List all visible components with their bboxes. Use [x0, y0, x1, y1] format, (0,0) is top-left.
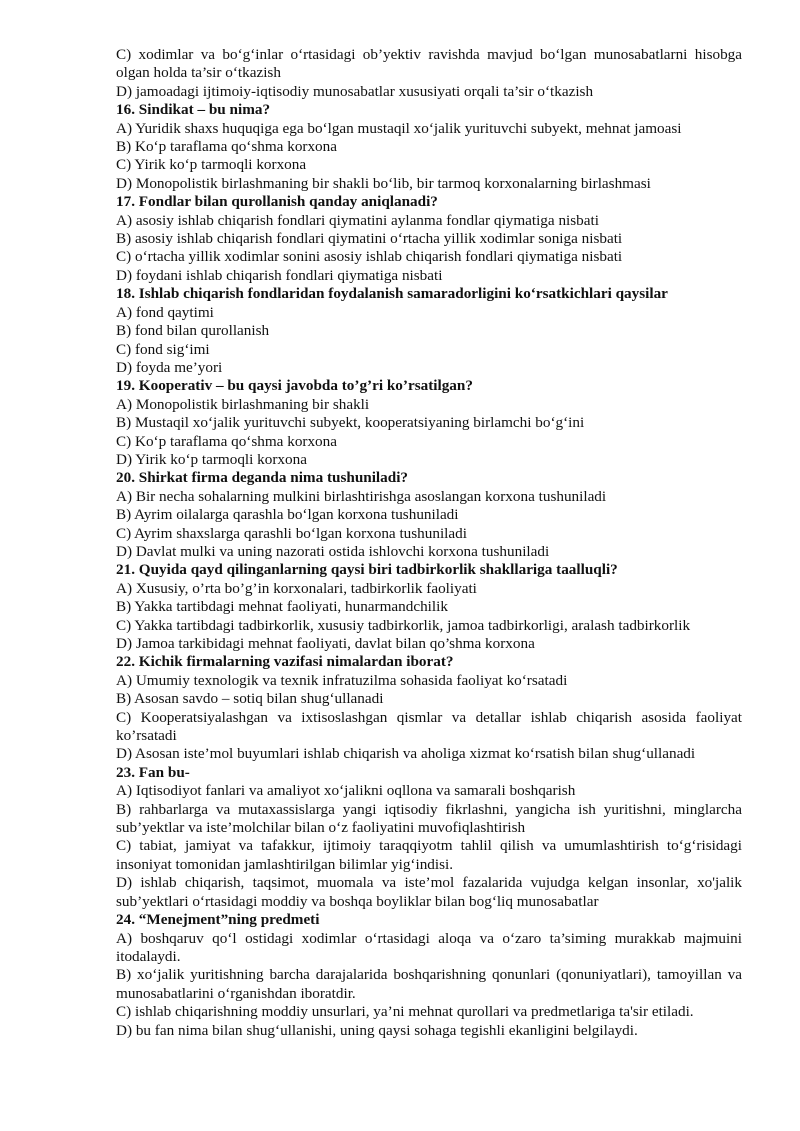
answer-option: B) Ko‘p taraflama qo‘shma korxona	[116, 138, 337, 156]
answer-option: C) Ayrim shaxslarga qarashli bo‘lgan korxona tushuniladi	[116, 524, 467, 542]
question-title: 20. Shirkat firma deganda nima tushuniladi?	[116, 469, 409, 487]
intro-option-c: C) xodimlar va bo‘g‘inlar o‘rtasidagi ob’yektiv ravishda mavjud bo‘lgan munosabatlarni hisobga olgan holda ta’sir o‘tkazish	[116, 46, 742, 82]
answer-option: D) Davlat mulki va uning nazorati ostida ishlovchi korxona tushuniladi	[116, 542, 550, 560]
answer-option: A) fond qaytimi	[116, 303, 214, 321]
answer-option: C) Yirik ko‘p tarmoqli korxona	[116, 156, 307, 174]
answer-option: D) Monopolistik birlashmaning bir shakli bo‘lib, bir tarmoq korxonalarning birlashmasi	[116, 174, 651, 192]
answer-option: A) Yuridik shaxs huquqiga ega bo‘lgan mustaqil xo‘jalik yurituvchi subyekt, mehnat jamoasi	[116, 119, 682, 137]
question-title: 16. Sindikat – bu nima?	[116, 101, 271, 119]
question-20	[116, 469, 742, 561]
answer-option: A) Iqtisodiyot fanlari va amaliyot xo‘jalikni oqllona va samarali boshqarish	[116, 782, 576, 800]
question-title: 21. Quyida qayd qilinganlarning qaysi biri tadbirkorlik shakllariga taalluqli?	[116, 561, 618, 579]
document-page	[116, 46, 742, 1040]
answer-option: D) bu fan nima bilan shug‘ullanishi, uning qaysi sohaga tegishli ekanligini belgilaydi.	[116, 1021, 638, 1039]
question-23	[116, 764, 742, 911]
answer-option: C) tabiat, jamiyat va tafakkur, ijtimoiy taraqqiyotm tahlil qilish va umumlashtirish to‘g‘risidagi insoniyat tomonidan jamlashtirilgan bilimlar yig‘indisi.	[116, 837, 742, 873]
question-24	[116, 911, 742, 1040]
answer-option: D) Yirik ko‘p tarmoqli korxona	[116, 450, 307, 468]
answer-option: C) Yakka tartibdagi tadbirkorlik, xususiy tadbirkorlik, jamoa tadbirkorligi, aralash tadbirkorlik	[116, 616, 691, 634]
answer-option: A) Bir necha sohalarning mulkini birlashtirishga asoslangan korxona tushuniladi	[116, 487, 607, 505]
answer-option: B) Yakka tartibdagi mehnat faoliyati, hunarmandchilik	[116, 598, 448, 616]
intro-option-d: D) jamoadagi ijtimoiy-iqtisodiy munosabatlar xususiyati orqali ta’sir o‘tkazish	[116, 82, 594, 100]
answer-option: C) o‘rtacha yillik xodimlar sonini asosiy ishlab chiqarish fondlari qiymatiga nisbati	[116, 248, 623, 266]
answer-option: B) fond bilan qurollanish	[116, 322, 270, 340]
answer-option: A) Monopolistik birlashmaning bir shakli	[116, 395, 370, 413]
answer-option: C) Ko‘p taraflama qo‘shma korxona	[116, 432, 337, 450]
answer-option: D) foydani ishlab chiqarish fondlari qiymatiga nisbati	[116, 266, 443, 284]
answer-option: B) rahbarlarga va mutaxassislarga yangi iqtisodiy fikrlashni, yangicha ish yuritishni, minglarcha sub’yektlar va iste’molchilar bilan o‘z faoliyatini muvofiqlashtirish	[116, 800, 742, 837]
answer-option: D) foyda me’yori	[116, 358, 223, 376]
answer-option: C) Kooperatsiyalashgan va ixtisoslashgan qismlar va detallar ishlab chiqarish asosida faoliyat ko’rsatadi	[116, 708, 742, 745]
question-title: 23. Fan bu-	[116, 763, 190, 781]
question-21	[116, 561, 742, 653]
answer-option: B) asosiy ishlab chiqarish fondlari qiymatini o‘rtacha yillik xodimlar soniga nisbati	[116, 230, 623, 248]
answer-option: A) boshqaruv qo‘l ostidagi xodimlar o‘rtasidagi aloqa va o‘zaro ta’siming murakkab majmuini itodalaydi.	[116, 929, 742, 965]
answer-option: D) Jamoa tarkibidagi mehnat faoliyati, davlat bilan qo’shma korxona	[116, 635, 535, 652]
answer-option: D) ishlab chiqarish, taqsimot, muomala va iste’mol fazalarida vujudga kelgan insonlar, xo'jalik sub’yektlari o‘rtasidagi moddiy va boshqa boyliklar bilan bog‘liq munosabatlar	[116, 874, 742, 910]
answer-option: B) Asosan savdo – sotiq bilan shug‘ullanadi	[116, 690, 384, 708]
question-22	[116, 653, 742, 763]
question-title: 19. Kooperativ – bu qaysi javobda to’g’ri ko’rsatilgan?	[116, 377, 473, 395]
question-title: 18. Ishlab chiqarish fondlaridan foydalanish samaradorligini ko‘rsatkichlari qaysilar	[116, 285, 668, 303]
answer-option: D) Asosan iste’mol buyumlari ishlab chiqarish va aholiga xizmat ko‘rsatish bilan shug‘ullanadi	[116, 745, 696, 763]
answer-option: B) xo‘jalik yuritishning barcha darajalarida boshqarishning qonunlari (qonuniyatlari), tamoyillan va munosabatlarini o‘rganishdan iboratdir.	[116, 966, 742, 1002]
question-19	[116, 377, 742, 469]
question-title: 22. Kichik firmalarning vazifasi nimalardan iborat?	[116, 653, 454, 671]
answer-option: B) Ayrim oilalarga qarashla bo‘lgan korxona tushuniladi	[116, 506, 459, 524]
answer-option: A) asosiy ishlab chiqarish fondlari qiymatini aylanma fondlar qiymatiga nisbati	[116, 211, 599, 229]
question-title: 17. Fondlar bilan qurollanish qanday aniqlanadi?	[116, 193, 438, 211]
question-17	[116, 193, 742, 285]
answer-option: B) Mustaqil xo‘jalik yurituvchi subyekt, kooperatsiyaning birlamchi bo‘g‘ini	[116, 414, 585, 432]
question-title: 24. “Menejment”ning predmeti	[116, 911, 320, 929]
answer-option: C) ishlab chiqarishning moddiy unsurlari, ya’ni mehnat qurollari va predmetlariga ta'sir etiladi.	[116, 1003, 694, 1021]
answer-option: A) Umumiy texnologik va texnik infratuzilma sohasida faoliyat ko‘rsatadi	[116, 671, 568, 689]
answer-option: C) fond sig‘imi	[116, 340, 210, 358]
question-16	[116, 101, 742, 193]
question-18	[116, 285, 742, 377]
answer-option: A) Xususiy, o’rta bo’g’in korxonalari, tadbirkorlik faoliyati	[116, 579, 477, 597]
